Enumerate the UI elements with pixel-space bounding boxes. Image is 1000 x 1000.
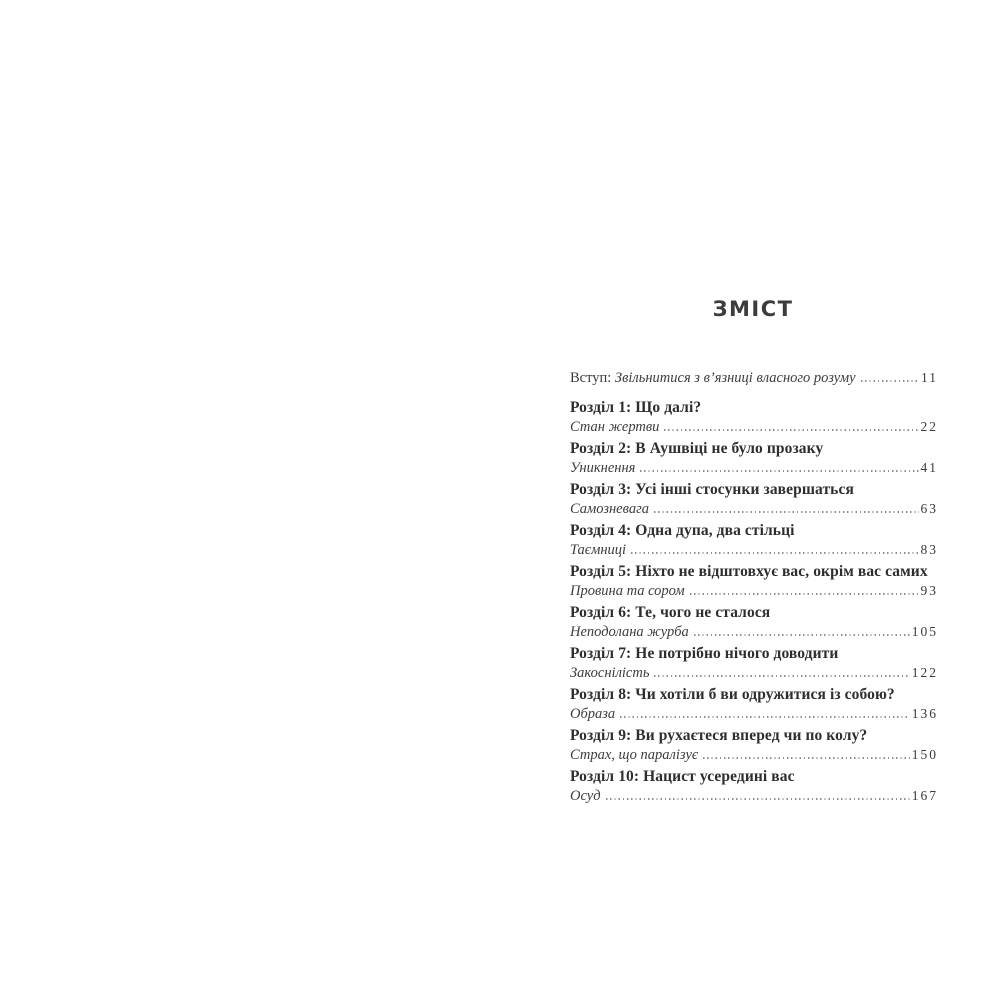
toc-chapter-entry (570, 604, 936, 640)
dotted-leader (861, 380, 919, 382)
toc-chapter-entry (570, 563, 936, 599)
toc-chapter-entry (570, 645, 936, 681)
chapter-subtitle: Неподолана журба (570, 623, 689, 640)
page-number: 167 (911, 787, 938, 803)
chapter-subtitle: Уникнення (570, 459, 636, 476)
chapter-title: Розділ 6: Те, чого не сталося (570, 604, 771, 621)
toc-chapter-entry (570, 686, 936, 722)
page-number: 93 (920, 582, 938, 598)
page-number: 83 (920, 541, 938, 557)
chapter-title: Розділ 3: Усі інші стосунки завершаться (570, 481, 854, 498)
intro-prefix: Вступ: (570, 370, 615, 386)
toc-chapter-entry (570, 727, 936, 763)
chapter-title: Розділ 9: Ви рухаєтеся вперед чи по колу? (570, 727, 868, 744)
chapter-title: Розділ 1: Що далі? (570, 399, 702, 416)
page-number: 11 (921, 370, 938, 385)
toc-chapter-entry (570, 522, 936, 558)
intro-subtitle: Звільнитися з в’язниці власного розуму (614, 370, 856, 386)
chapter-subtitle: Таємниці (570, 541, 627, 558)
dotted-leader (694, 634, 910, 636)
page-number: 22 (920, 418, 938, 434)
dotted-leader (606, 798, 910, 800)
dotted-leader (703, 757, 910, 759)
toc-chapter-entry (570, 481, 936, 517)
page-title: ЗМІСТ (712, 297, 794, 321)
chapter-subtitle: Страх, що паралізує (570, 746, 699, 763)
toc-chapter-entry (570, 399, 936, 435)
chapter-subtitle: Стан жертви (570, 418, 660, 435)
dotted-leader (664, 429, 918, 431)
chapter-subtitle: Самозневага (570, 500, 649, 517)
dotted-leader (640, 470, 918, 472)
chapter-subtitle: Образа (570, 705, 616, 722)
toc-chapter-entry (570, 440, 936, 476)
toc-entries (570, 368, 936, 804)
dotted-leader (690, 593, 919, 595)
page-number: 150 (911, 746, 938, 762)
dotted-leader (631, 552, 918, 554)
chapter-subtitle: Провина та сором (570, 582, 685, 599)
dotted-leader (654, 675, 909, 677)
page-number: 63 (920, 500, 938, 516)
chapter-subtitle: Осуд (570, 787, 601, 804)
chapter-title: Розділ 7: Не потрібно нічого доводити (570, 645, 839, 662)
dotted-leader (654, 511, 919, 513)
page-number: 136 (911, 705, 938, 721)
page-number: 105 (911, 623, 938, 639)
chapter-title: Розділ 10: Нацист усередині вас (570, 768, 795, 785)
dotted-leader (620, 716, 910, 718)
chapter-title: Розділ 5: Ніхто не відштовхує вас, окрім вас самих (570, 563, 928, 580)
toc-intro-entry (570, 368, 936, 388)
chapter-title: Розділ 8: Чи хотіли б ви одружитися із собою? (570, 686, 895, 703)
table-of-contents (570, 296, 936, 809)
page-number: 41 (920, 459, 938, 475)
toc-chapter-entry (570, 768, 936, 804)
chapter-title: Розділ 4: Одна дупа, два стільці (570, 522, 795, 539)
chapter-title: Розділ 2: В Аушвіці не було прозаку (570, 440, 824, 457)
page-number: 122 (911, 664, 938, 680)
chapter-subtitle: Закоснілість (570, 664, 650, 681)
